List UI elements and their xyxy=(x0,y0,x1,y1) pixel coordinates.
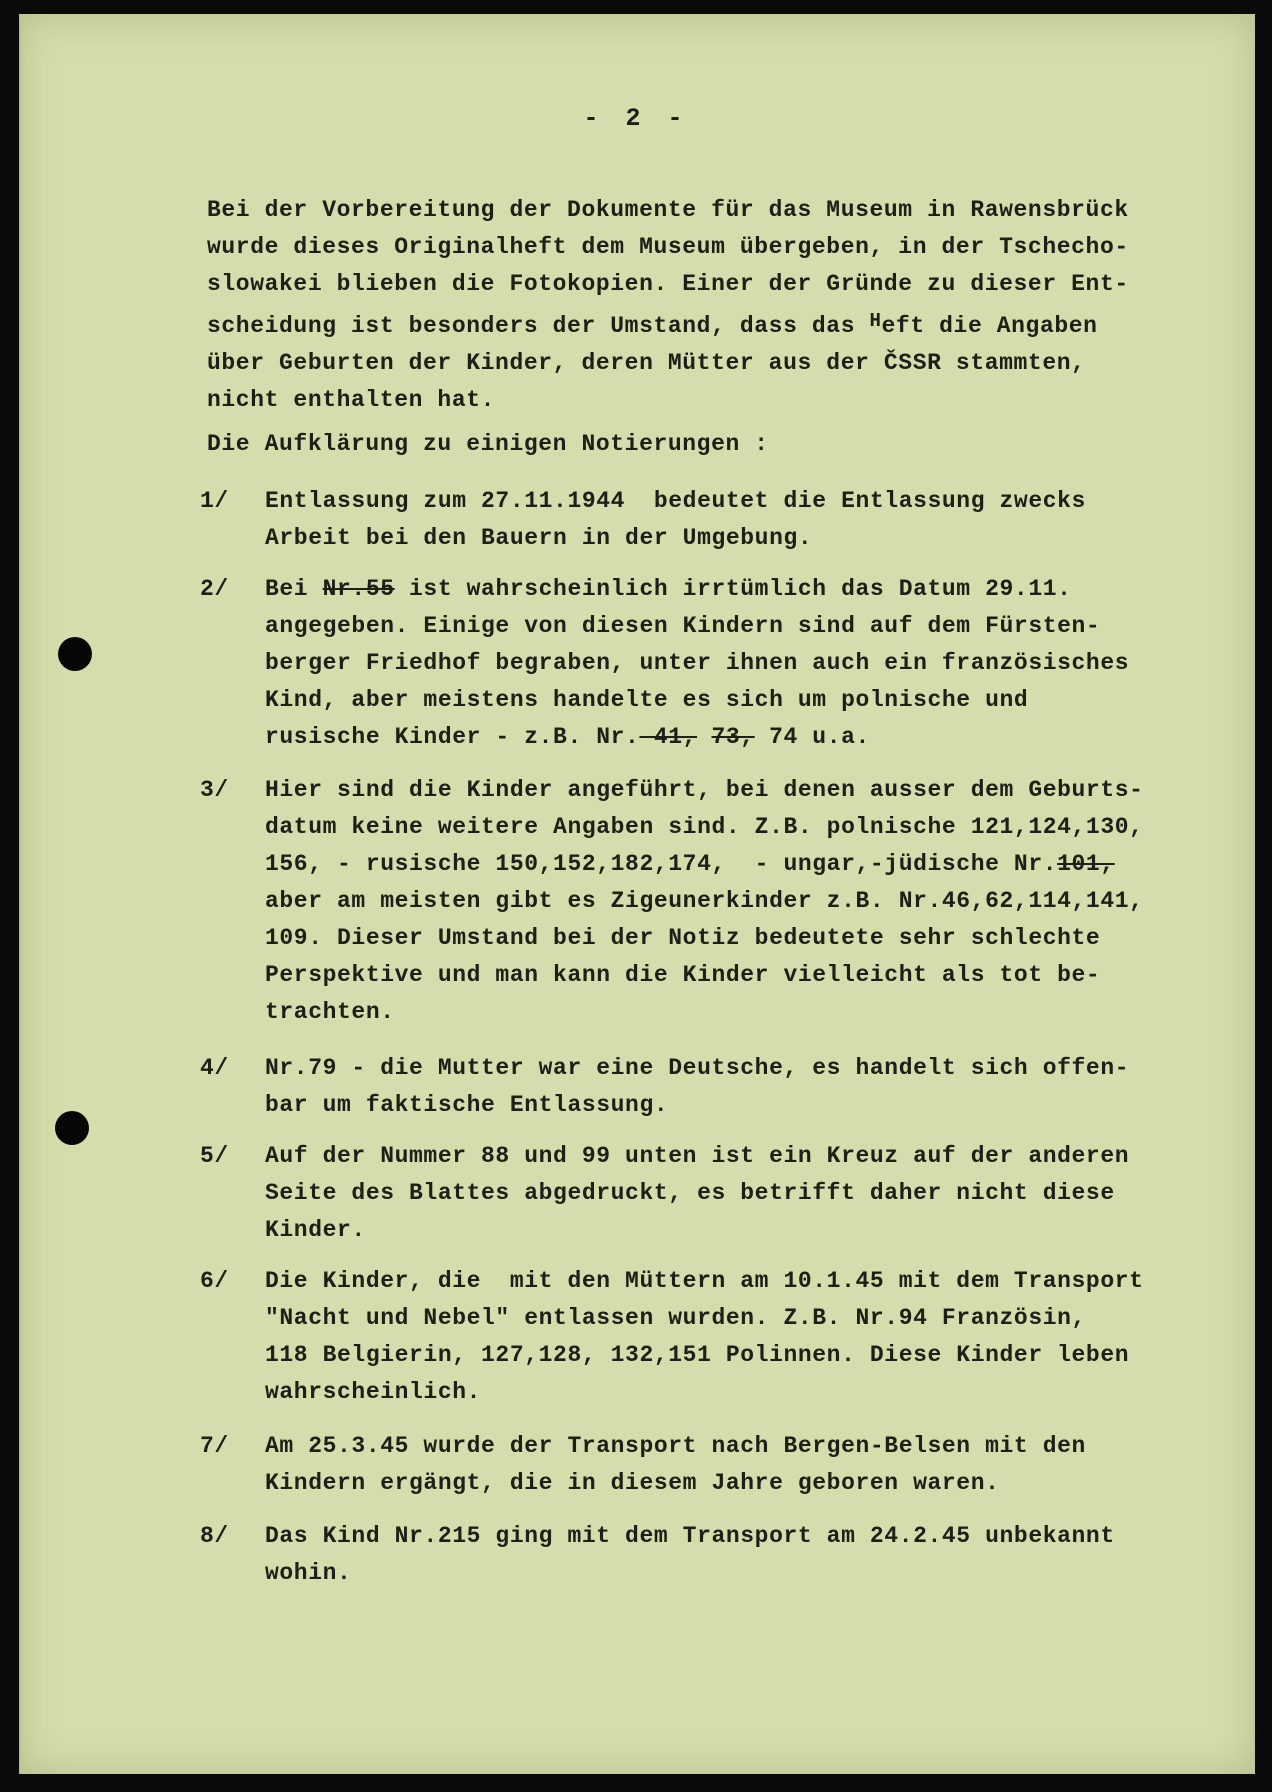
intro-line: wurde dieses Originalheft dem Museum übergeben, in der Tschecho- xyxy=(207,234,1129,260)
punch-hole-lower xyxy=(55,1111,89,1145)
note-number: 8/ xyxy=(200,1523,229,1549)
superscript-letter: H xyxy=(869,310,882,332)
note-line: Entlassung zum 27.11.1944 bedeutet die Entlassung zwecks xyxy=(265,488,1086,514)
intro-line: über Geburten der Kinder, deren Mütter aus der ČSSR stammten, xyxy=(207,350,1086,376)
note-number: 3/ xyxy=(200,777,229,803)
struck-text: 73, xyxy=(711,724,755,750)
struck-text: Nr.55 xyxy=(322,576,395,602)
note-line: datum keine weitere Angaben sind. Z.B. polnische 121,124,130, xyxy=(265,814,1144,840)
note-line: Kinder. xyxy=(265,1217,366,1243)
note-line: bar um faktische Entlassung. xyxy=(265,1092,669,1118)
intro-paragraph xyxy=(207,192,1197,419)
intro-line-text: eft die Angaben xyxy=(881,313,1098,339)
note-line: Arbeit bei den Bauern in der Umgebung. xyxy=(265,525,813,551)
intro-line: slowakei blieben die Fotokopien. Einer der Gründe zu dieser Ent- xyxy=(207,271,1129,297)
note-body xyxy=(265,1138,1215,1249)
note-number: 2/ xyxy=(200,576,229,602)
intro-line xyxy=(207,303,1197,345)
note-text: Bei xyxy=(265,576,323,602)
struck-text: 101, xyxy=(1057,851,1115,877)
intro-line: nicht enthalten hat. xyxy=(207,387,496,413)
note-body xyxy=(265,1263,1215,1411)
note-line: wohin. xyxy=(265,1560,352,1586)
note-line: 109. Dieser Umstand bei der Notiz bedeutete sehr schlechte xyxy=(265,925,1101,951)
note-text: ist wahrscheinlich irrtümlich das Datum 29.11. xyxy=(394,576,1072,602)
note-text xyxy=(697,724,711,750)
note-line: wahrscheinlich. xyxy=(265,1379,482,1405)
note-line: Am 25.3.45 wurde der Transport nach Bergen-Belsen mit den xyxy=(265,1433,1086,1459)
struck-text: 41, xyxy=(639,724,698,750)
note-line xyxy=(265,571,1215,608)
intro-line-text: scheidung ist besonders der Umstand, dass das xyxy=(207,313,870,339)
note-line xyxy=(265,846,1215,883)
note-line: Hier sind die Kinder angeführt, bei denen ausser dem Geburts- xyxy=(265,777,1144,803)
note-text: 156, - rusische 150,152,182,174, - ungar,-jüdische Nr. xyxy=(265,851,1058,877)
note-line: Nr.79 - die Mutter war eine Deutsche, es handelt sich offen- xyxy=(265,1055,1130,1081)
note-body xyxy=(265,483,1215,557)
note-line: Auf der Nummer 88 und 99 unten ist ein Kreuz auf der anderen xyxy=(265,1143,1130,1169)
note-number: 7/ xyxy=(200,1433,229,1459)
note-body xyxy=(265,1518,1215,1592)
note-body xyxy=(265,571,1215,756)
note-line xyxy=(265,719,1215,756)
note-line: Kindern ergängt, die in diesem Jahre geboren waren. xyxy=(265,1470,1000,1496)
note-text: rusische Kinder - z.B. Nr. xyxy=(265,724,640,750)
note-line: berger Friedhof begraben, unter ihnen auch ein französisches xyxy=(265,650,1130,676)
note-line: angegeben. Einige von diesen Kindern sind auf dem Fürsten- xyxy=(265,613,1101,639)
note-line: Das Kind Nr.215 ging mit dem Transport am 24.2.45 unbekannt xyxy=(265,1523,1115,1549)
note-body xyxy=(265,1050,1215,1124)
note-body xyxy=(265,772,1215,1031)
note-number: 4/ xyxy=(200,1055,229,1081)
note-line: aber am meisten gibt es Zigeunerkinder z.B. Nr.46,62,114,141, xyxy=(265,888,1144,914)
note-line: trachten. xyxy=(265,999,395,1025)
note-line: "Nacht und Nebel" entlassen wurden. Z.B. Nr.94 Französin, xyxy=(265,1305,1086,1331)
page-number: - 2 - xyxy=(583,104,689,133)
note-number: 5/ xyxy=(200,1143,229,1169)
note-number: 6/ xyxy=(200,1268,229,1294)
note-text: 74 u.a. xyxy=(754,724,870,750)
note-line: Kind, aber meistens handelte es sich um polnische und xyxy=(265,687,1029,713)
note-line: Perspektive und man kann die Kinder vielleicht als tot be- xyxy=(265,962,1101,988)
note-line: 118 Belgierin, 127,128, 132,151 Polinnen. Diese Kinder leben xyxy=(265,1342,1130,1368)
note-body xyxy=(265,1428,1215,1502)
note-line: Seite des Blattes abgedruckt, es betrifft daher nicht diese xyxy=(265,1180,1115,1206)
note-line: Die Kinder, die mit den Müttern am 10.1.45 mit dem Transport xyxy=(265,1268,1144,1294)
intro-line: Bei der Vorbereitung der Dokumente für das Museum in Rawensbrück xyxy=(207,197,1129,223)
note-number: 1/ xyxy=(200,488,229,514)
punch-hole-upper xyxy=(58,637,92,671)
notes-heading: Die Aufklärung zu einigen Notierungen : xyxy=(207,431,769,457)
